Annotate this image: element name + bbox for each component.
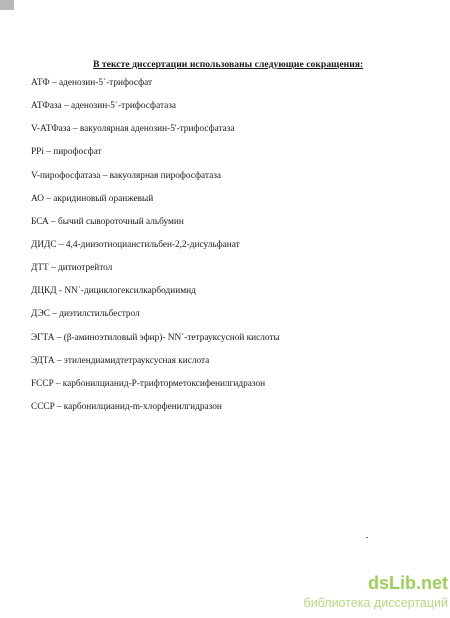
abbreviation-item: АТФаза – аденозин-5´-трифосфатаза bbox=[31, 101, 177, 112]
abbreviation-item: АТФ – аденозин-5´-трифосфат bbox=[31, 78, 153, 88]
abbreviation-item: БСА – бычий сывороточный альбумин bbox=[31, 216, 184, 227]
abbreviation-list bbox=[31, 77, 280, 424]
abbreviation-item: FCCP – карбонилцианид-P-трифторметоксифенилгидразон bbox=[31, 378, 266, 389]
watermark-logo: dsLib.net bbox=[368, 573, 448, 593]
abbreviation-item: V-АТФаза – вакуолярная аденозин-5'-трифосфатаза bbox=[31, 124, 235, 135]
scan-edge-mark bbox=[0, 0, 14, 10]
watermark bbox=[268, 573, 448, 615]
abbreviation-item: ДЭС – диэтилстильбестрол bbox=[31, 309, 140, 320]
page-heading: В тексте диссертации использованы следующие сокращения: bbox=[93, 59, 364, 70]
abbreviation-item: ДИДС – 4,4-диизотиоцианстильбен-2,2-дисульфанат bbox=[31, 239, 240, 250]
scan-speck bbox=[366, 537, 368, 538]
abbreviation-item: ДЦКД - NN´-дициклогексилкарбодиимид bbox=[31, 286, 196, 297]
abbreviation-item: АО – акридиновый оранжевый bbox=[31, 193, 154, 204]
abbreviation-item: ЭДТА – этилендиамидтетрауксусная кислота bbox=[31, 355, 210, 366]
abbreviation-item: PPi – пирофосфат bbox=[31, 147, 102, 158]
abbreviation-item: V-пирофосфатаза – вакуолярная пирофосфатаза bbox=[31, 170, 222, 181]
watermark-caption: библиотека диссертаций bbox=[303, 596, 448, 610]
abbreviation-item: CCCP – карбонилцианид-m-хлорфенилгидразон bbox=[31, 401, 222, 412]
abbreviation-item: ЭГТА – (β-аминоэтиловый эфир)- NN´-тетрауксусной кислоты bbox=[31, 332, 280, 343]
abbreviation-item: ДТТ – дитиотрейтол bbox=[31, 263, 113, 274]
